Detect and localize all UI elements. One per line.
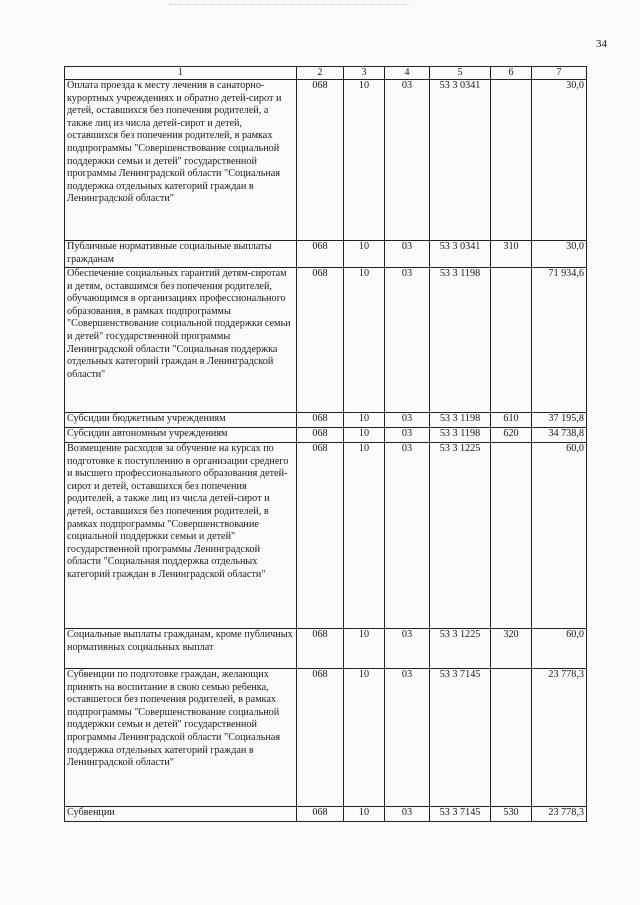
cell-section: 10 (344, 669, 385, 807)
header-cell: 4 (385, 67, 430, 80)
cell-section: 10 (344, 413, 385, 428)
row-description: Субсидии автономным учреждениям (65, 428, 297, 443)
cell-amount: 37 195,8 (532, 413, 587, 428)
cell-subsection: 03 (385, 629, 430, 669)
cell-section: 10 (344, 443, 385, 629)
cell-ministry-code: 068 (297, 443, 344, 629)
table-row (65, 80, 587, 241)
header-cell: 2 (297, 67, 344, 80)
cell-ministry-code: 068 (297, 669, 344, 807)
table-row (65, 443, 587, 629)
cell-section: 10 (344, 629, 385, 669)
cell-amount: 23 778,3 (532, 669, 587, 807)
row-description: Оплата проезда к месту лечения в санаторно-курортных учреждениях и обратно детей-сирот и детей, оставшихся без попечения родителей, а также лиц из числа детей-сирот и детей, оставшихся без попечения родителей, в рамках подпрограммы "Совершенствование социальной поддержки семьи и детей" государственной программы Ленинградской области "Социальная поддержка отдельных категорий граждан в Ленинградской области" (65, 80, 297, 241)
cell-ministry-code: 068 (297, 629, 344, 669)
cell-amount: 34 738,8 (532, 428, 587, 443)
cell-amount: 71 934,6 (532, 268, 587, 413)
budget-table (64, 66, 587, 822)
table-row (65, 807, 587, 822)
cell-expense-type: 310 (491, 241, 532, 268)
cell-amount: 60,0 (532, 443, 587, 629)
row-description: Социальные выплаты гражданам, кроме публичных нормативных социальных выплат (65, 629, 297, 669)
table-row (65, 629, 587, 669)
cell-subsection: 03 (385, 413, 430, 428)
cell-ministry-code: 068 (297, 413, 344, 428)
cell-ministry-code: 068 (297, 807, 344, 822)
row-description: Обеспечение социальных гарантий детям-сиротам и детям, оставшимся без попечения родителей, обучающимся в организациях профессионального образования, в рамках подпрограммы "Совершенствование социальной поддержки семьи и детей" государственной программы Ленинградской области "Социальная поддержка отдельных категорий граждан в Ленинградской области" (65, 268, 297, 413)
page-number: 34 (596, 38, 607, 50)
header-cell: 5 (430, 67, 491, 80)
cell-subsection: 03 (385, 80, 430, 241)
cell-subsection: 03 (385, 807, 430, 822)
header-row (65, 67, 587, 80)
cell-subsection: 03 (385, 669, 430, 807)
cell-amount: 30,0 (532, 80, 587, 241)
table-row (65, 268, 587, 413)
table-row (65, 428, 587, 443)
cell-section: 10 (344, 807, 385, 822)
table-row (65, 241, 587, 268)
cell-section: 10 (344, 241, 385, 268)
cell-ministry-code: 068 (297, 80, 344, 241)
cell-subsection: 03 (385, 428, 430, 443)
cell-expense-type: 610 (491, 413, 532, 428)
cell-expense-type: 530 (491, 807, 532, 822)
cell-target-article: 53 3 7145 (430, 669, 491, 807)
cell-ministry-code: 068 (297, 268, 344, 413)
cell-subsection: 03 (385, 268, 430, 413)
cell-target-article: 53 3 1198 (430, 268, 491, 413)
cell-amount: 23 778,3 (532, 807, 587, 822)
cell-section: 10 (344, 80, 385, 241)
header-cell: 6 (491, 67, 532, 80)
cell-expense-type (491, 80, 532, 241)
table-row (65, 669, 587, 807)
header-cell: 3 (344, 67, 385, 80)
cell-target-article: 53 3 1225 (430, 443, 491, 629)
cell-target-article: 53 3 0341 (430, 80, 491, 241)
table-row (65, 413, 587, 428)
cell-target-article: 53 3 1198 (430, 413, 491, 428)
row-description: Субвенции по подготовке граждан, желающих принять на воспитание в свою семью ребенка, оставшегося без попечения родителей, в рамках подпрограммы "Совершенствование социальной поддержки семьи и детей" государственной программы Ленинградской области "Социальная поддержка отдельных категорий граждан в Ленинградской области" (65, 669, 297, 807)
row-description: Субвенции (65, 807, 297, 822)
cell-ministry-code: 068 (297, 428, 344, 443)
cell-expense-type (491, 443, 532, 629)
cell-expense-type (491, 268, 532, 413)
cell-amount: 30,0 (532, 241, 587, 268)
cell-expense-type: 620 (491, 428, 532, 443)
cell-expense-type (491, 669, 532, 807)
cell-target-article: 53 3 1198 (430, 428, 491, 443)
cell-ministry-code: 068 (297, 241, 344, 268)
cell-subsection: 03 (385, 443, 430, 629)
cell-amount: 60,0 (532, 629, 587, 669)
header-cell: 1 (65, 67, 297, 80)
cell-target-article: 53 3 7145 (430, 807, 491, 822)
cell-subsection: 03 (385, 241, 430, 268)
cell-target-article: 53 3 0341 (430, 241, 491, 268)
row-description: Публичные нормативные социальные выплаты гражданам (65, 241, 297, 268)
cell-section: 10 (344, 428, 385, 443)
row-description: Возмещение расходов за обучение на курсах по подготовке к поступлению в организации среднего и высшего профессионального образования детей-сирот и детей, оставшихся без попечения родителей, а также лиц из числа детей-сирот и детей, оставшихся без попечения родителей, в рамках подпрограммы "Совершенствование социальной поддержки семьи и детей" государственной программы Ленинградской области "Социальная поддержка отдельных категорий граждан в Ленинградской области" (65, 443, 297, 629)
cell-expense-type: 320 (491, 629, 532, 669)
header-cell: 7 (532, 67, 587, 80)
scan-artifact (170, 4, 410, 7)
cell-target-article: 53 3 1225 (430, 629, 491, 669)
cell-section: 10 (344, 268, 385, 413)
row-description: Субсидии бюджетным учреждениям (65, 413, 297, 428)
